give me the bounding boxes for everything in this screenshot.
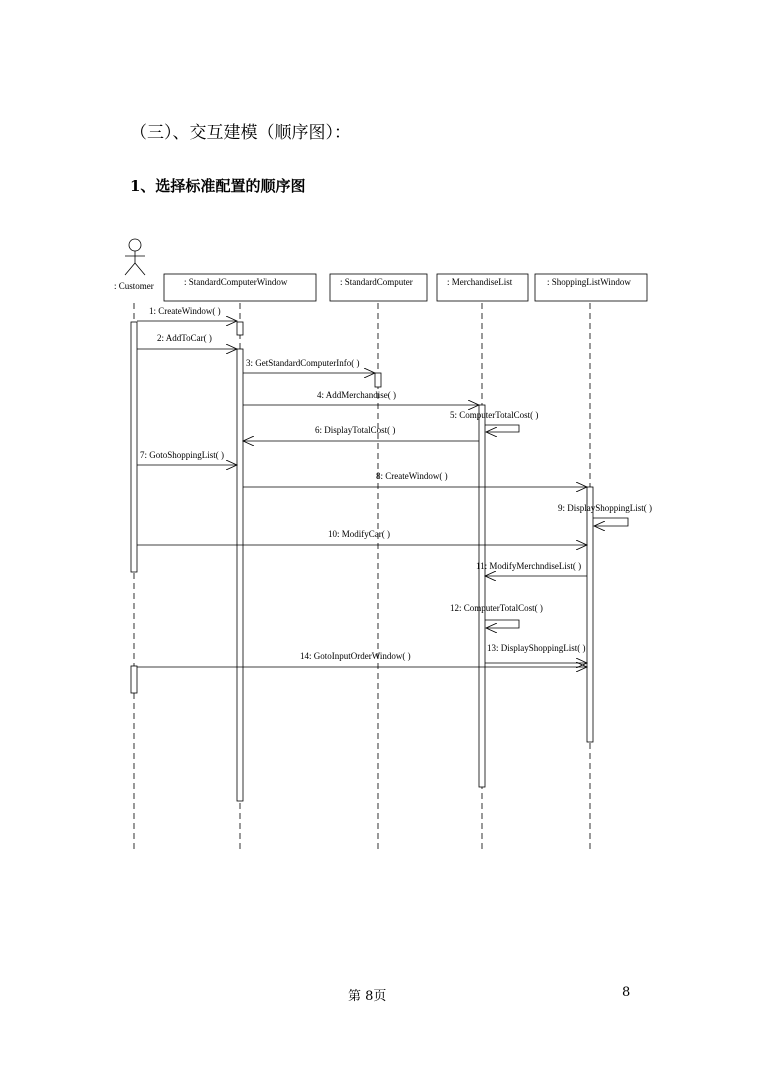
activation-bar bbox=[131, 666, 137, 693]
object-label-merchandise-list: : MerchandiseList bbox=[447, 277, 513, 287]
message-label-1: 1: CreateWindow( ) bbox=[149, 306, 221, 316]
subsection-title: 1、选择标准配置的顺序图 bbox=[130, 177, 306, 195]
section-title: （三）、交互建模（顺序图）： bbox=[130, 123, 351, 143]
object-label-shopping-list-window: : ShoppingListWindow bbox=[547, 277, 631, 287]
message-label-6: 6: DisplayTotalCost( ) bbox=[315, 425, 396, 435]
object-label-standard-computer-window: : StandardComputerWindow bbox=[184, 277, 288, 287]
activation-bar bbox=[237, 349, 243, 801]
message-label-3: 3: GetStandardComputerInfo( ) bbox=[246, 358, 360, 368]
message-arrow-5 bbox=[485, 425, 519, 432]
activation-bar bbox=[237, 322, 243, 335]
message-arrow-9 bbox=[593, 518, 628, 526]
message-label-13: 13: DisplayShoppingList( ) bbox=[487, 643, 586, 653]
message-label-14: 14: GotoInputOrderWindow( ) bbox=[300, 651, 411, 661]
footer-page-number: 8 bbox=[622, 985, 631, 1000]
message-label-2: 2: AddToCar( ) bbox=[157, 333, 212, 343]
actor-label: : Customer bbox=[114, 281, 154, 291]
message-label-7: 7: GotoShoppingList( ) bbox=[140, 450, 225, 460]
footer-page-label: 第 8页 bbox=[348, 989, 387, 1004]
message-label-8: 8: CreateWindow( ) bbox=[376, 471, 448, 481]
message-label-5: 5: ComputerTotalCost( ) bbox=[450, 410, 539, 420]
stick-figure-icon bbox=[125, 239, 145, 275]
activation-bar bbox=[587, 487, 593, 742]
message-label-9: 9: DisplayShoppingList( ) bbox=[558, 503, 652, 513]
message-label-4: 4: AddMerchandise( ) bbox=[317, 390, 396, 400]
activation-bar bbox=[131, 322, 137, 572]
object-label-standard-computer: : StandardComputer bbox=[340, 277, 413, 287]
activation-bar bbox=[479, 405, 485, 787]
message-label-10: 10: ModifyCar( ) bbox=[328, 529, 390, 539]
message-label-11: 11: ModifyMerchndiseList( ) bbox=[476, 561, 582, 571]
activation-bar bbox=[375, 373, 381, 387]
message-arrow-12 bbox=[485, 620, 519, 628]
message-label-12: 12: ComputerTotalCost( ) bbox=[450, 603, 543, 613]
